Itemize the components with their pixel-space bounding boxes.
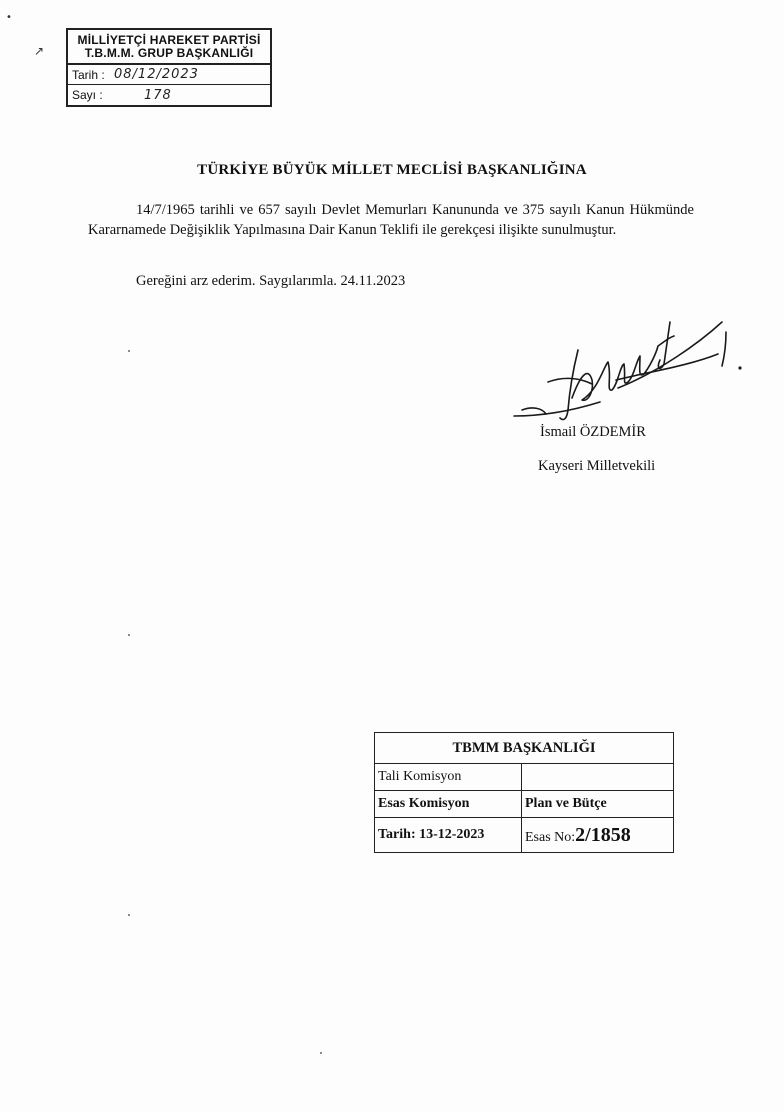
stamp-header [68, 30, 270, 65]
signer-title: Kayseri Milletvekili [538, 458, 656, 474]
party-stamp [66, 28, 272, 107]
scan-dot [320, 1052, 322, 1054]
stamp-number-label: Sayı : [72, 88, 103, 102]
scan-dot [128, 914, 130, 916]
tbmm-registration-table [374, 732, 674, 853]
signer-name: İsmail ÖZDEMİR [540, 424, 646, 440]
stamp-date-row [68, 65, 270, 85]
registration-header: TBMM BAŞKANLIĞI [375, 733, 674, 764]
scan-dot [128, 634, 130, 636]
stamp-number-value: 178 [144, 87, 172, 103]
letter-closing: Gereğini arz ederim. Saygılarımla. 24.11.2023 [136, 273, 406, 289]
registration-date: Tarih: 13-12-2023 [375, 818, 522, 853]
stamp-party-name: MİLLİYETÇİ HAREKET PARTİSİ [77, 33, 261, 47]
letter-title: TÜRKİYE BÜYÜK MİLLET MECLİSİ BAŞKANLIĞINA [197, 162, 587, 178]
scan-mark: ↗ [34, 44, 45, 58]
stamp-date-label: Tarih : [72, 67, 105, 82]
stamp-group-name: T.B.M.M. GRUP BAŞKANLIĞI [84, 46, 254, 60]
esas-number-value: 2/1858 [575, 823, 631, 846]
sub-committee-label: Tali Komisyon [375, 764, 522, 791]
letter-body: 14/7/1965 tarihli ve 657 sayılı Devlet Memurları Kanununda ve 375 sayılı Kanun Hükmünde Kararnamede Değişiklik Yapılmasına Dair Kanun Teklifi ile gerekçesi ilişikte sunulmuştur. [88, 202, 694, 238]
esas-number-cell [522, 818, 674, 853]
scan-mark: • [6, 12, 12, 23]
stamp-number-row [68, 85, 270, 105]
scan-dot [128, 350, 130, 352]
handwritten-signature [508, 306, 748, 436]
main-committee-label: Esas Komisyon [375, 791, 522, 818]
main-committee-value: Plan ve Bütçe [522, 791, 674, 818]
esas-number-label: Esas No: [525, 829, 576, 845]
sub-committee-value [522, 764, 674, 791]
stamp-date-value: 08/12/2023 [114, 67, 199, 82]
